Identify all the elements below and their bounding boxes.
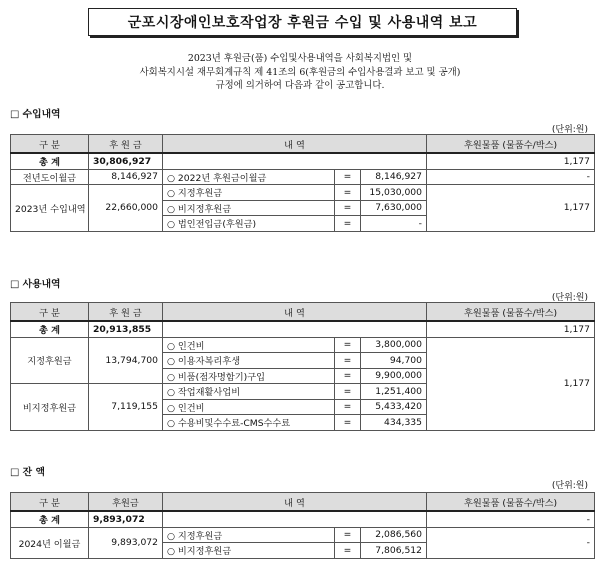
income-unit: (단위:원) [551, 125, 588, 135]
header-amount: 후 원 금 [89, 135, 163, 154]
intro-line: 2023년 후원금(품) 수입및사용내역을 사회복지법인 및 [187, 53, 413, 64]
row-goods: 1,177 [427, 337, 595, 430]
item-name: ○ 법인전입금(후원금) [163, 216, 335, 232]
item-name: ○ 인건비 [163, 337, 335, 353]
usage-heading: □ 사용내역 [10, 279, 61, 290]
item-name: ○ 2022년 후원금이월금 [163, 169, 335, 185]
item-name: ○ 비품(점자명함기)구입 [163, 368, 335, 384]
header-detail: 내 역 [163, 493, 427, 512]
item-value: 3,800,000 [361, 337, 427, 353]
table-row [11, 185, 595, 201]
header-goods: 후원물품 (물품수/박스) [427, 303, 595, 322]
equals-sign: = [335, 216, 361, 232]
item-name: ○ 지정후원금 [163, 527, 335, 543]
income-table [10, 134, 595, 232]
header-detail: 내 역 [163, 135, 427, 154]
table-row [11, 527, 595, 543]
row-goods: - [427, 527, 595, 558]
equals-sign: = [335, 353, 361, 369]
intro-text [60, 52, 540, 93]
equals-sign: = [335, 527, 361, 543]
table-header-row [11, 303, 595, 322]
row-goods: 1,177 [427, 185, 595, 232]
row-amount: 22,660,000 [89, 185, 163, 232]
intro-line: 사회복지시설 재무회계규칙 제 41조의 6(후원금의 수입사용결과 보고 및 공개) [139, 66, 461, 78]
item-value: 1,251,400 [361, 384, 427, 400]
header-detail: 내 역 [163, 303, 427, 322]
balance-heading: □ 잔 액 [10, 467, 46, 478]
usage-table [10, 302, 595, 431]
table-row [11, 169, 595, 185]
total-row [11, 153, 595, 169]
income-heading: □ 수입내역 [10, 109, 61, 120]
row-label: 전년도이월금 [11, 169, 89, 185]
total-row [11, 321, 595, 337]
header-goods: 후원물품 (물품수/박스) [427, 135, 595, 154]
total-goods: 1,177 [427, 321, 595, 337]
balance-unit: (단위:원) [551, 481, 588, 491]
total-amount: 20,913,855 [89, 321, 163, 337]
item-name: ○ 지정후원금 [163, 185, 335, 201]
total-label: 총 계 [11, 153, 89, 169]
total-label: 총 계 [11, 321, 89, 337]
total-row [11, 511, 595, 527]
total-amount: 30,806,927 [89, 153, 163, 169]
item-name: ○ 수용비및수수료-CMS수수료 [163, 415, 335, 431]
header-gubun: 구 분 [11, 493, 89, 512]
header-goods: 후원물품 (물품수/박스) [427, 493, 595, 512]
balance-table [10, 492, 595, 559]
table-header-row [11, 135, 595, 154]
equals-sign: = [335, 200, 361, 216]
equals-sign: = [335, 543, 361, 559]
item-name: ○ 인건비 [163, 399, 335, 415]
item-value: 15,030,000 [361, 185, 427, 201]
equals-sign: = [335, 169, 361, 185]
equals-sign: = [335, 368, 361, 384]
intro-line: 규정에 의거하여 다음과 같이 공고합니다. [215, 80, 385, 91]
total-goods: 1,177 [427, 153, 595, 169]
equals-sign: = [335, 384, 361, 400]
total-label: 총 계 [11, 511, 89, 527]
equals-sign: = [335, 415, 361, 431]
item-value: 9,900,000 [361, 368, 427, 384]
row-label: 2024년 이월금 [11, 527, 89, 558]
item-name: ○ 이용자복리후생 [163, 353, 335, 369]
header-gubun: 구 분 [11, 135, 89, 154]
item-name: ○ 비지정후원금 [163, 200, 335, 216]
item-name: ○ 비지정후원금 [163, 543, 335, 559]
header-gubun: 구 분 [11, 303, 89, 322]
item-value: - [361, 216, 427, 232]
row-goods: - [427, 169, 595, 185]
item-value: 94,700 [361, 353, 427, 369]
row-amount: 9,893,072 [89, 527, 163, 558]
usage-unit: (단위:원) [551, 293, 588, 303]
total-amount: 9,893,072 [89, 511, 163, 527]
row-amount: 7,119,155 [89, 384, 163, 431]
item-value: 7,630,000 [361, 200, 427, 216]
item-name: ○ 작업재활사업비 [163, 384, 335, 400]
equals-sign: = [335, 399, 361, 415]
row-amount: 8,146,927 [89, 169, 163, 185]
item-value: 7,806,512 [361, 543, 427, 559]
item-value: 5,433,420 [361, 399, 427, 415]
row-label: 2023년 수입내역 [11, 185, 89, 232]
table-header-row [11, 493, 595, 512]
report-title: 군포시장애인보호작업장 후원금 수입 및 사용내역 보고 [88, 8, 517, 36]
item-value: 8,146,927 [361, 169, 427, 185]
row-label: 비지정후원금 [11, 384, 89, 431]
item-value: 434,335 [361, 415, 427, 431]
total-goods: - [427, 511, 595, 527]
equals-sign: = [335, 185, 361, 201]
table-row [11, 337, 595, 353]
item-value: 2,086,560 [361, 527, 427, 543]
row-amount: 13,794,700 [89, 337, 163, 384]
header-amount: 후 원 금 [89, 303, 163, 322]
equals-sign: = [335, 337, 361, 353]
row-label: 지정후원금 [11, 337, 89, 384]
header-amount: 후원금 [89, 493, 163, 512]
